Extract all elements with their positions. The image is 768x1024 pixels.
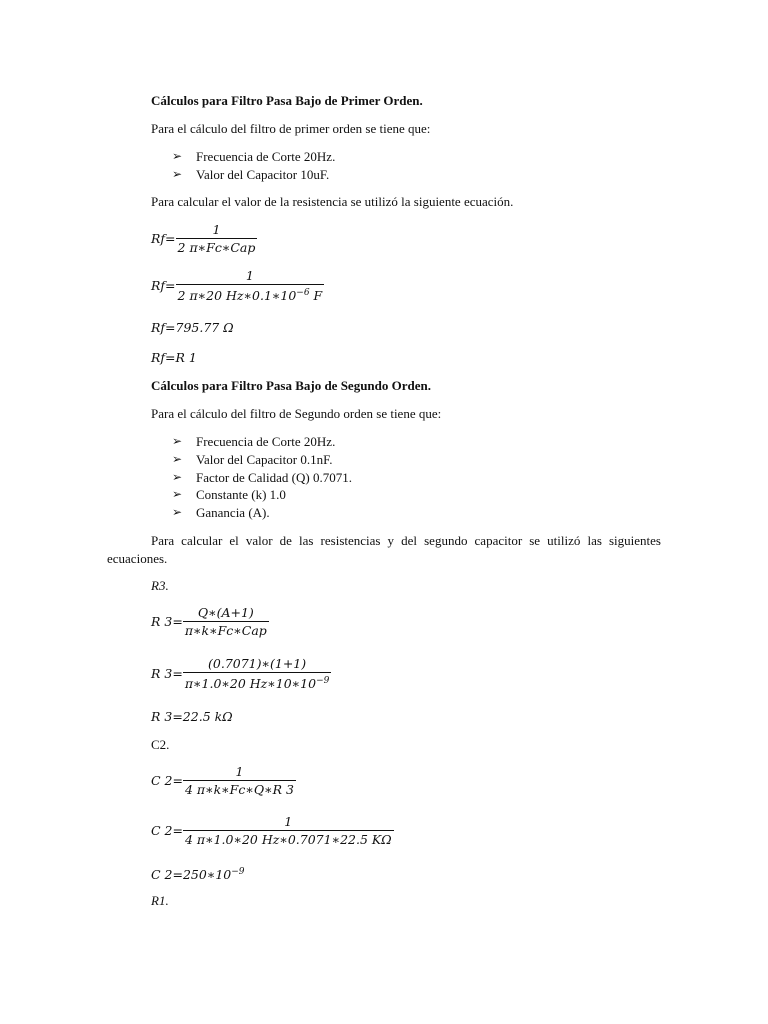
arrow-bullet-icon: ➢ bbox=[172, 451, 183, 466]
arrow-bullet-icon: ➢ bbox=[172, 469, 183, 484]
list-item: ➢ Frecuencia de Corte 20Hz. bbox=[172, 149, 336, 164]
equation-r3-substituted: R 3= $\frac{(0.7071)∗(1+1)}{\pi∗1.0∗20 Hz∗10∗10^{-9}}$ bbox=[151, 656, 330, 692]
first-order-bullet-list bbox=[172, 148, 335, 184]
resistance-equation-intro: Para calcular el valor de la resistencia se utilizó la siguiente ecuación. bbox=[151, 194, 514, 209]
section-title-first-order: Cálculos para Filtro Pasa Bajo de Primer Orden. bbox=[151, 93, 423, 108]
arrow-bullet-icon: ➢ bbox=[172, 166, 183, 181]
label-r1: R1. bbox=[151, 893, 169, 908]
equation-rf-r1: Rf=R 1 bbox=[151, 350, 197, 365]
equations-paragraph-line1: Para calcular el valor de las resistencias y del segundo capacitor se utilizó las siguientes bbox=[151, 533, 661, 548]
arrow-bullet-icon: ➢ bbox=[172, 149, 183, 163]
arrow-bullet-icon: ➢ bbox=[172, 487, 183, 502]
equation-r3-result: R 3=22.5 kΩ bbox=[151, 709, 233, 724]
equation-c2-formula: C 2= $\frac{1}{4 \pi∗k∗Fc∗Q∗R 3}$ bbox=[151, 764, 294, 797]
second-order-bullet-list bbox=[172, 433, 352, 522]
equation-r3-formula: R 3= $\frac{Q∗(A+1)}{\text{π∗k∗Fc∗Cap}}$ bbox=[151, 605, 267, 638]
label-r3: R3. bbox=[151, 578, 169, 593]
equation-c2-result: C $2=250∗10^{-9}$ bbox=[151, 867, 245, 883]
equation-c2-substituted: C 2= $\frac{1}{4 \pi∗1.0∗20 Hz∗0.7071∗22.5 K\Omega}$ bbox=[151, 814, 392, 847]
label-c2: C2. bbox=[151, 737, 170, 752]
list-item: ➢ Factor de Calidad (Q) 0.7071. bbox=[172, 469, 352, 485]
equation-rf-result: Rf=795.77 Ω bbox=[151, 320, 234, 335]
equations-paragraph-line2: ecuaciones. bbox=[107, 551, 168, 566]
list-item: ➢ Valor del Capacitor 10uF. bbox=[172, 166, 330, 182]
list-item: ➢ Constante (k) 1.0 bbox=[172, 487, 286, 503]
arrow-bullet-icon: ➢ bbox=[172, 505, 183, 520]
list-item: ➢ Ganancia (A). bbox=[172, 505, 270, 521]
equation-rf-formula: Rf= $\frac{1}{\text{2 π∗Fc∗Cap}}$ bbox=[151, 222, 256, 255]
list-item: ➢ Valor del Capacitor 0.1nF. bbox=[172, 451, 333, 467]
first-order-intro: Para el cálculo del filtro de primer orden se tiene que: bbox=[151, 121, 431, 136]
list-item: ➢ Frecuencia de Corte 20Hz. bbox=[172, 434, 336, 449]
second-order-intro: Para el cálculo del filtro de Segundo orden se tiene que: bbox=[151, 406, 442, 421]
equation-rf-substituted: Rf= $\frac{1}{2 \pi∗20 Hz∗0.1∗10^{-6} F}$ bbox=[151, 268, 323, 304]
section-title-second-order: Cálculos para Filtro Pasa Bajo de Segundo Orden. bbox=[151, 378, 432, 393]
arrow-bullet-icon: ➢ bbox=[172, 434, 183, 448]
